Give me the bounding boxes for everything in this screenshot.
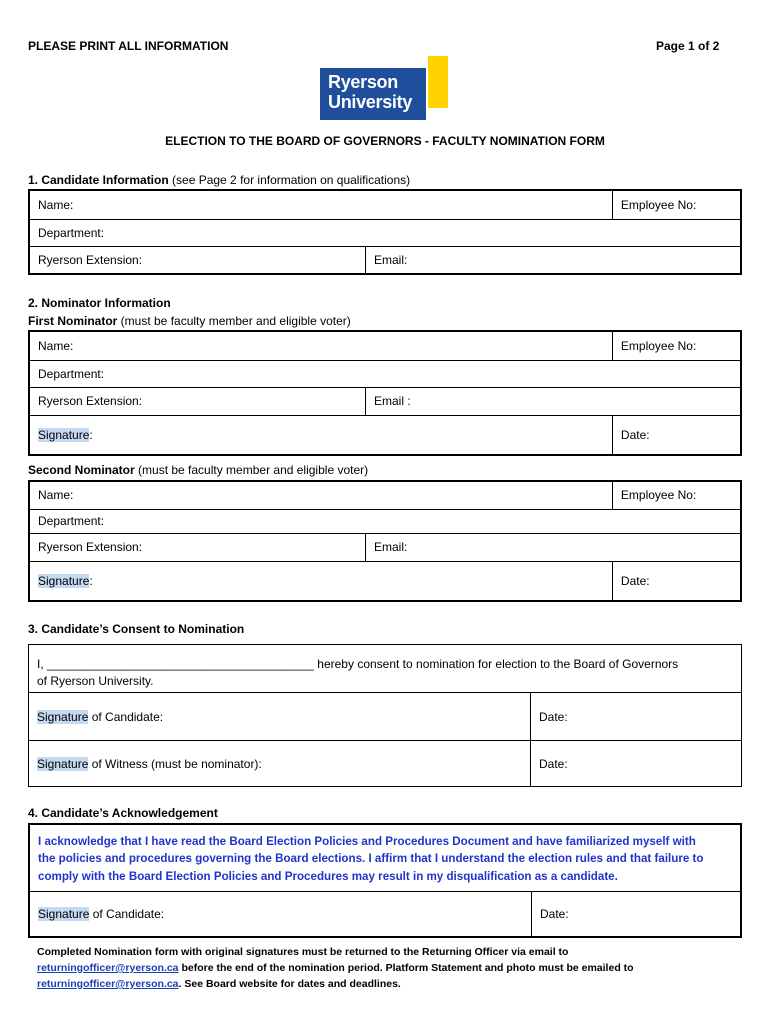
consent-signature-word: Signature [37, 709, 89, 724]
second-nominator-heading-bold: Second Nominator [28, 463, 135, 477]
footer-line-3 [37, 976, 737, 992]
ack-candidate-date-label: Date: [540, 906, 569, 921]
acknowledgement-statement [29, 824, 741, 891]
second-nominator-heading-rest: (must be faculty member and eligible voter) [134, 463, 369, 477]
second-nominator-department-label: Department: [38, 514, 105, 528]
second-nominator-extension-label: Ryerson Extension: [38, 540, 143, 554]
section4-heading: 4. Candidate’s Acknowledgement [28, 806, 218, 820]
consent-witness-signature-label: of Witness (must be nominator): [88, 756, 262, 771]
section3-heading: 3. Candidate’s Consent to Nomination [28, 622, 245, 636]
first-nominator-email-label: Email : [374, 394, 411, 408]
page-number: Page 1 of 2 [656, 39, 720, 53]
first-nominator-date-label: Date: [620, 427, 650, 442]
witness-signature-word: Signature [37, 756, 89, 771]
returning-officer-email-link-2[interactable]: returningofficer@ryerson.ca [37, 978, 179, 990]
second-nominator-employee-no-label: Employee No: [620, 488, 697, 503]
footer-line-2-text: before the end of the nomination period. Platform Statement and photo must be emailed to [178, 962, 634, 974]
second-nominator-date-label: Date: [620, 573, 650, 588]
logo-yellow-bar [428, 56, 448, 108]
second-nominator-extension-field[interactable] [29, 533, 366, 561]
second-nominator-email-label: Email: [374, 540, 408, 554]
candidate-department-label: Department: [38, 225, 105, 240]
second-nominator-table [28, 480, 742, 602]
second-nominator-date-field[interactable] [612, 561, 741, 601]
ack-candidate-date-field[interactable] [532, 891, 742, 937]
consent-table [28, 644, 742, 787]
first-nominator-signature-field[interactable] [29, 415, 612, 455]
first-nominator-name-field[interactable] [29, 331, 612, 360]
first-nominator-heading-rest: (must be faculty member and eligible voter) [117, 314, 351, 328]
first-nominator-employee-no-field[interactable] [612, 331, 741, 360]
candidate-email-field[interactable] [366, 246, 742, 274]
submission-instructions [37, 944, 737, 992]
second-nominator-name-label: Name: [38, 488, 74, 503]
section2-heading: 2. Nominator Information [28, 296, 171, 310]
first-nominator-extension-field[interactable] [29, 387, 366, 415]
footer-line-2 [37, 960, 737, 976]
consent-candidate-signature-label: of Candidate: [88, 709, 164, 724]
first-nominator-employee-no-label: Employee No: [620, 338, 697, 353]
consent-witness-signature-field[interactable] [29, 741, 531, 787]
first-nominator-department-field[interactable] [29, 360, 741, 387]
returning-officer-email-link-1[interactable]: returningofficer@ryerson.ca [37, 962, 179, 974]
section1-heading-rest: (see Page 2 for information on qualifications) [168, 173, 411, 187]
form-title: ELECTION TO THE BOARD OF GOVERNORS - FACULTY NOMINATION FORM [165, 134, 605, 148]
ack-line-3: comply with the Board Election Policies and Procedures may result in my disqualification as a candidate. [38, 869, 618, 883]
candidate-department-field[interactable] [29, 219, 741, 246]
candidate-email-label: Email: [374, 252, 408, 267]
second-nominator-signature-field[interactable] [29, 561, 612, 601]
consent-line-1[interactable]: I, ________________________________________ hereby consent to nomination for election to the Board of Governors [37, 656, 679, 671]
first-nominator-date-field[interactable] [612, 415, 741, 455]
second-nominator-email-field[interactable] [366, 533, 742, 561]
print-instruction: PLEASE PRINT ALL INFORMATION [28, 39, 229, 53]
logo-line-2: University [328, 92, 413, 112]
footer-line-1: Completed Nomination form with original signatures must be returned to the Returning Officer via email to [37, 946, 569, 958]
ack-signature-word: Signature [38, 906, 90, 921]
ack-candidate-signature-label: of Candidate: [89, 906, 165, 921]
second-nominator-signature-label: Signature [38, 573, 90, 588]
first-nominator-email-field[interactable] [366, 387, 742, 415]
ack-candidate-signature-field[interactable] [29, 891, 532, 937]
candidate-name-field[interactable] [29, 190, 612, 219]
first-nominator-signature-colon: : [89, 427, 93, 442]
candidate-info-table [28, 189, 742, 275]
ack-line-2: the policies and procedures governing the Board elections. I affirm that I understand the election rules and that failure to [38, 852, 704, 865]
footer-line-3-text: . See Board website for dates and deadlines. [178, 978, 401, 990]
first-nominator-heading-bold: First Nominator [28, 314, 118, 328]
first-nominator-signature-label: Signature [38, 427, 90, 442]
candidate-extension-label: Ryerson Extension: [38, 252, 143, 267]
second-nominator-department-field[interactable] [29, 509, 741, 533]
first-nominator-heading [28, 314, 351, 328]
first-nominator-name-label: Name: [38, 338, 74, 353]
first-nominator-department-label: Department: [38, 366, 105, 381]
second-nominator-name-field[interactable] [29, 481, 612, 509]
consent-statement [29, 645, 742, 693]
consent-candidate-date-field[interactable] [531, 693, 742, 741]
section1-heading [28, 173, 410, 187]
consent-candidate-signature-field[interactable] [29, 693, 531, 741]
candidate-extension-field[interactable] [29, 246, 366, 274]
candidate-employee-no-field[interactable] [612, 190, 741, 219]
candidate-employee-no-label: Employee No: [620, 197, 697, 212]
consent-line-2: of Ryerson University. [37, 673, 154, 688]
consent-witness-date-label: Date: [539, 756, 568, 771]
logo-line-1: Ryerson [328, 72, 398, 92]
ack-line-1: I acknowledge that I have read the Board Election Policies and Procedures Document and have familiarized myself with [38, 834, 696, 848]
consent-candidate-date-label: Date: [539, 709, 568, 724]
first-nominator-table [28, 330, 742, 456]
second-nominator-signature-colon: : [89, 573, 93, 588]
second-nominator-employee-no-field[interactable] [612, 481, 741, 509]
section1-heading-bold: 1. Candidate Information [28, 173, 169, 187]
candidate-name-label: Name: [38, 197, 74, 212]
acknowledgement-table [28, 823, 742, 938]
second-nominator-heading [28, 463, 368, 477]
first-nominator-extension-label: Ryerson Extension: [38, 394, 143, 408]
ryerson-logo [320, 56, 450, 120]
consent-witness-date-field[interactable] [531, 741, 742, 787]
logo-text [328, 72, 412, 112]
